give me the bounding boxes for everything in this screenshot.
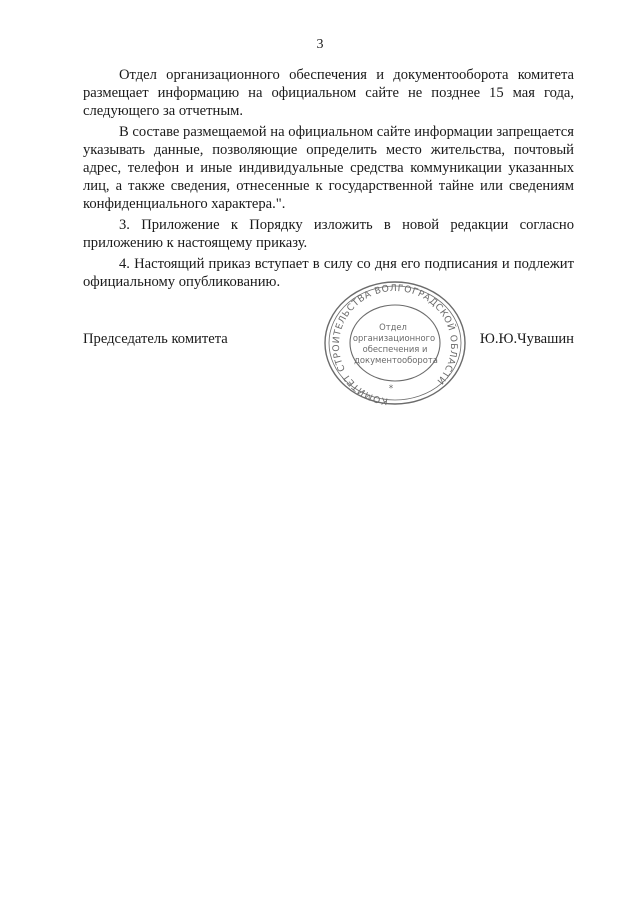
paragraph: 4. Настоящий приказ вступает в силу со дня его подписания и подлежит официальному опубликованию. <box>83 256 574 290</box>
paragraph: Отдел организационного обеспечения и документооборота комитета размещает информацию на официальном сайте не позднее 15 мая года, следующего за отчетным. <box>83 67 574 119</box>
official-stamp <box>321 281 469 408</box>
stamp-ring-text: КОМИТЕТ СТРОИТЕЛЬСТВА ВОЛГОГРАДСКОЙ ОБЛАСТИ <box>330 282 460 407</box>
stamp-center-line: документооборота <box>354 355 438 365</box>
signatory-name: Ю.Ю.Чувашин <box>479 331 574 347</box>
document-body <box>83 66 574 294</box>
stamp-center-line: Отдел <box>379 322 407 332</box>
page-number: 3 <box>316 37 324 52</box>
stamp-center-line: организационного <box>352 333 436 343</box>
paragraph: 3. Приложение к Порядку изложить в новой редакции согласно приложению к настоящему приказу. <box>83 217 574 251</box>
stamp-star-icon: * <box>388 384 394 394</box>
signatory-position: Председатель комитета <box>83 331 228 347</box>
stamp-center-line: обеспечения и <box>362 344 428 354</box>
paragraph: В составе размещаемой на официальном сайте информации запрещается указывать данные, позволяющие определить место жительства, почтовый адрес, телефон и иные индивидуальные средства коммуникации указанных лиц, а также сведения, отнесенные к государственной тайне или сведениям конфиденциального характера.". <box>83 124 574 212</box>
